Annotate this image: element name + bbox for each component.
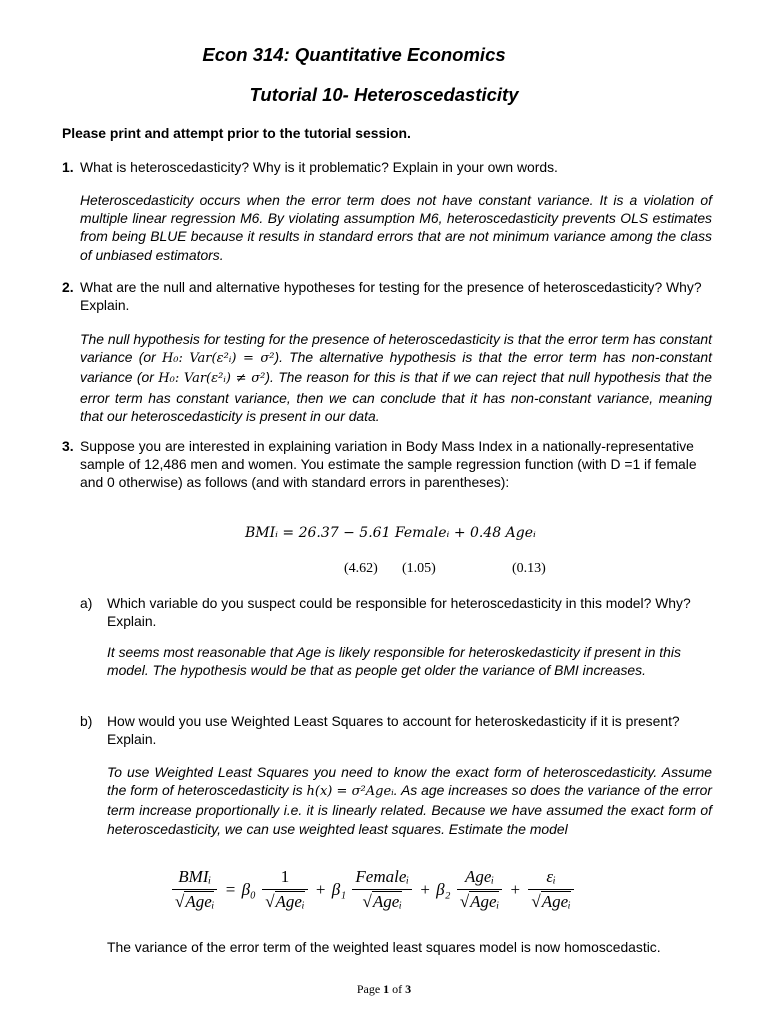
question-text: What is heteroscedasticity? Why is it problematic? Explain in your own words.: [80, 159, 558, 175]
beta-1: β₁: [331, 879, 347, 899]
page-number: 1: [383, 982, 390, 996]
answer-2: [80, 330, 712, 425]
question-number: 2.: [62, 279, 74, 295]
answer-3a: It seems most reasonable that Age is likely responsible for heteroskedasticity if present in this model. The hypothesis would be that as people get older the variance of BMI increases.: [107, 644, 681, 679]
document-title: Econ 314: Quantitative Economics: [202, 44, 506, 65]
fraction-intercept: $\frac{1}{\text{√Ageᵢ}}$: [262, 866, 307, 913]
answer-text: ). The alternative hypothesis is that the error term has non-constant variance (or: [80, 349, 712, 386]
null-hypothesis: H₀: Var(ε²ᵢ) = σ²: [161, 351, 275, 367]
question-1: [62, 158, 712, 176]
answer-text: ). The reason for this is that if we can reject that null hypothesis that the error term has constant variance, then we can conclude that it has non-constant variance, meaning that our heteroscedasticity is present in our data.: [80, 369, 712, 424]
answer-text: The null hypothesis for testing for the presence of heteroscedasticity is that the error term has constant variance (or: [80, 331, 712, 366]
fraction-lhs: $\frac{\text{BMIᵢ}}{\text{√Ageᵢ}}$: [172, 866, 217, 913]
part-question: Which variable do you suspect could be responsible for heteroscedasticity in this model? Why? Explain.: [107, 595, 691, 630]
regression-equation: BMIᵢ = 26.37 − 5.61 Femaleᵢ + 0.48 Ageᵢ: [245, 525, 536, 541]
part-label: a): [80, 595, 93, 611]
question-text: Suppose you are interested in explaining variation in Body Mass Index in a nationally-representative sample of 12,486 men and women. You estimate the sample regression function (with D =1 if female and 0 otherwise) as follows (and with standard errors in parentheses):: [80, 438, 697, 491]
question-number: 3.: [62, 438, 74, 454]
tutorial-title: Tutorial 10- Heteroscedasticity: [249, 84, 519, 105]
fraction-age: $\frac{\text{Ageᵢ}}{\text{√Ageᵢ}}$: [457, 866, 502, 913]
answer-3b: [107, 763, 712, 838]
fraction-error: $\frac{\text{εᵢ}}{\text{√Ageᵢ}}$: [528, 866, 573, 913]
wls-equation: $\frac{\text{BMIᵢ}}{\text{√Ageᵢ}}$ = β₀ $\frac{1}{\text{√Ageᵢ}}$ + β₁ $\frac{\text{Femaleᵢ}}{\text{√Ageᵢ}}$ + β₂ $\frac{\text{Ageᵢ}}{\text{√Ageᵢ}}$ + $\frac{\text{εᵢ}}{\text{√Ageᵢ}}$: [170, 866, 576, 913]
part-question: How would you use Weighted Least Squares to account for heteroskedasticity if it is present? Explain.: [107, 713, 680, 748]
question-number: 1.: [62, 159, 74, 175]
instructions: Please print and attempt prior to the tutorial session.: [62, 125, 411, 141]
part-a: [80, 594, 712, 630]
se-intercept: (4.62): [344, 561, 378, 576]
heteroscedasticity-form: h(x) = σ²Ageᵢ: [306, 784, 394, 800]
fraction-female: $\frac{\text{Femaleᵢ}}{\text{√Ageᵢ}}$: [352, 866, 412, 913]
wls-conclusion: The variance of the error term of the weighted least squares model is now homoscedastic.: [107, 939, 661, 955]
page-total: 3: [405, 982, 412, 996]
question-3: [62, 437, 712, 492]
se-age: (0.13): [512, 561, 546, 576]
question-text: What are the null and alternative hypotheses for testing for the presence of heteroscedasticity? Why? Explain.: [80, 279, 702, 314]
beta-2: β₂: [436, 879, 451, 899]
answer-text: To use Weighted Least Squares you need to know the exact form of heteroscedasticity. Assume the form of heteroscedasticity is: [107, 764, 712, 799]
alternative-hypothesis: H₀: Var(ε²ᵢ) ≠ σ²: [158, 371, 266, 387]
question-2: [62, 278, 712, 314]
part-label: b): [80, 713, 93, 729]
beta-0: β₀: [241, 879, 256, 899]
page-footer: Page 1 of 3: [356, 982, 412, 996]
se-female: (1.05): [402, 561, 436, 576]
answer-1: Heteroscedasticity occurs when the error term does not have constant variance. It is a violation of multiple linear regression M6. By violating assumption M6, heteroscedasticity prevents OLS estimates from being BLUE because it results in standard errors that are not minimum variance among the class of unbiased estimators.: [80, 192, 712, 263]
part-b: [80, 712, 712, 748]
answer-text: . As age increases so does the variance of the error term increase proportionally i.e. it is linearly related. Because we have assumed the exact form of heteroscedasticity, we can use weighted least squares. Estimate the model: [107, 782, 713, 837]
